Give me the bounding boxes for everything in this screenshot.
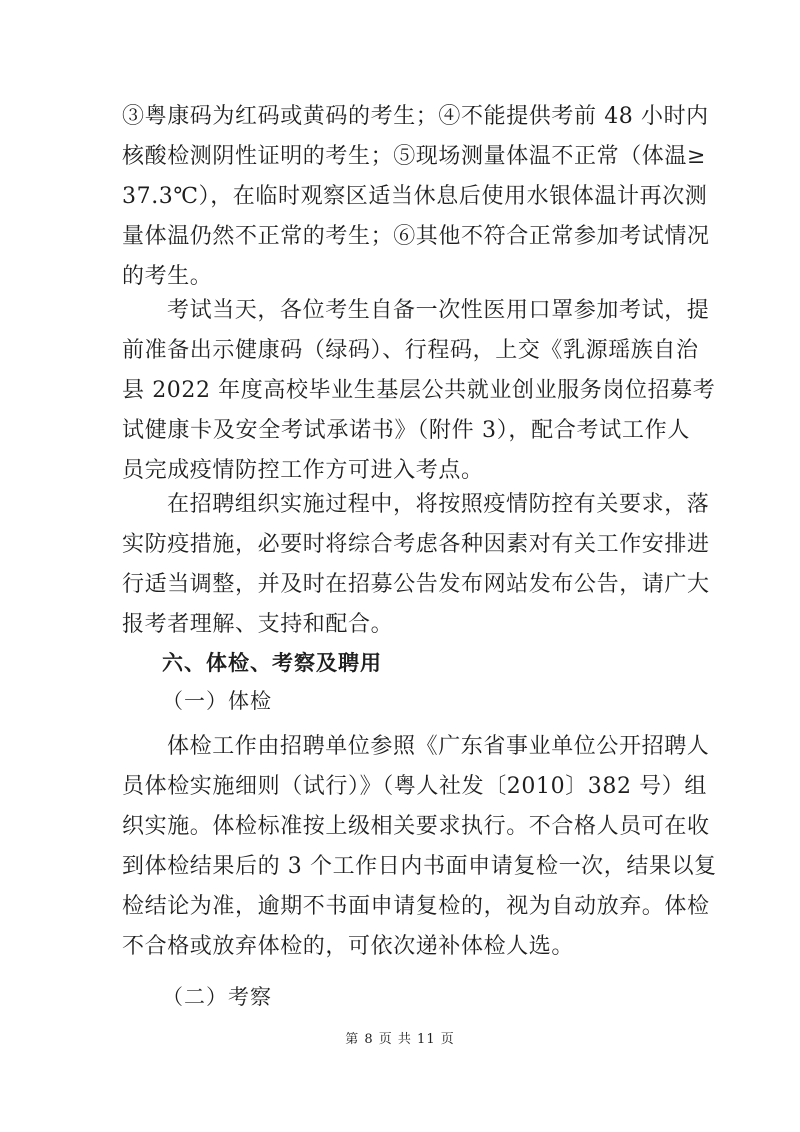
text-line: 体检工作由招聘单位参照《广东省事业单位公开招聘人 (167, 734, 710, 759)
text-line: 的考生。 (122, 264, 213, 289)
text-line: 前准备出示健康码（绿码）、行程码，上交《乳源瑶族自治 (122, 338, 699, 363)
section-heading: 六、体检、考察及聘用 (162, 651, 382, 675)
text-line: ③粤康码为红码或黄码的考生；④不能提供考前 48 小时内 (122, 104, 709, 129)
text-line: 检结论为准，逾期不书面申请复检的，视为自动放弃。体检 (122, 894, 710, 919)
text-line: 员完成疫情防控工作方可进入考点。 (122, 458, 484, 483)
text-line: 到体检结果后的 3 个工作日内书面申请复检一次，结果以复 (122, 854, 717, 879)
subsection-heading-inspection: （二）考察 (162, 985, 272, 1009)
text-line: 试健康卡及安全考试承诺书》（附件 3），配合考试工作人 (122, 418, 690, 443)
text-line: 量体温仍然不正常的考生；⑥其他不符合正常参加考试情况 (122, 224, 710, 249)
text-line: 行适当调整，并及时在招募公告发布网站发布公告，请广大 (122, 572, 710, 597)
text-line: 县 2022 年度高校毕业生基层公共就业创业服务岗位招募考 (122, 378, 716, 403)
text-line: 不合格或放弃体检的，可依次递补体检人选。 (122, 934, 575, 959)
text-line: 实防疫措施，必要时将综合考虑各种因素对有关工作安排进 (122, 532, 710, 557)
text-line: 在招聘组织实施过程中，将按照疫情防控有关要求，落 (167, 492, 710, 517)
text-line: 员体检实施细则（试行）》（粤人社发〔2010〕382 号）组 (122, 774, 707, 799)
text-line: 37.3℃），在临时观察区适当休息后使用水银体温计再次测 (122, 184, 708, 209)
text-line: 报考者理解、支持和配合。 (122, 612, 394, 637)
text-line: 考试当天，各位考生自备一次性医用口罩参加考试，提 (167, 298, 710, 323)
text-line: 织实施。体检标准按上级相关要求执行。不合格人员可在收 (122, 814, 710, 839)
text-line: 核酸检测阴性证明的考生；⑤现场测量体温不正常（体温≥ (122, 144, 707, 169)
page-number-footer: 第 8 页 共 11 页 (345, 1032, 455, 1047)
subsection-heading-physical-exam: （一）体检 (162, 689, 272, 713)
